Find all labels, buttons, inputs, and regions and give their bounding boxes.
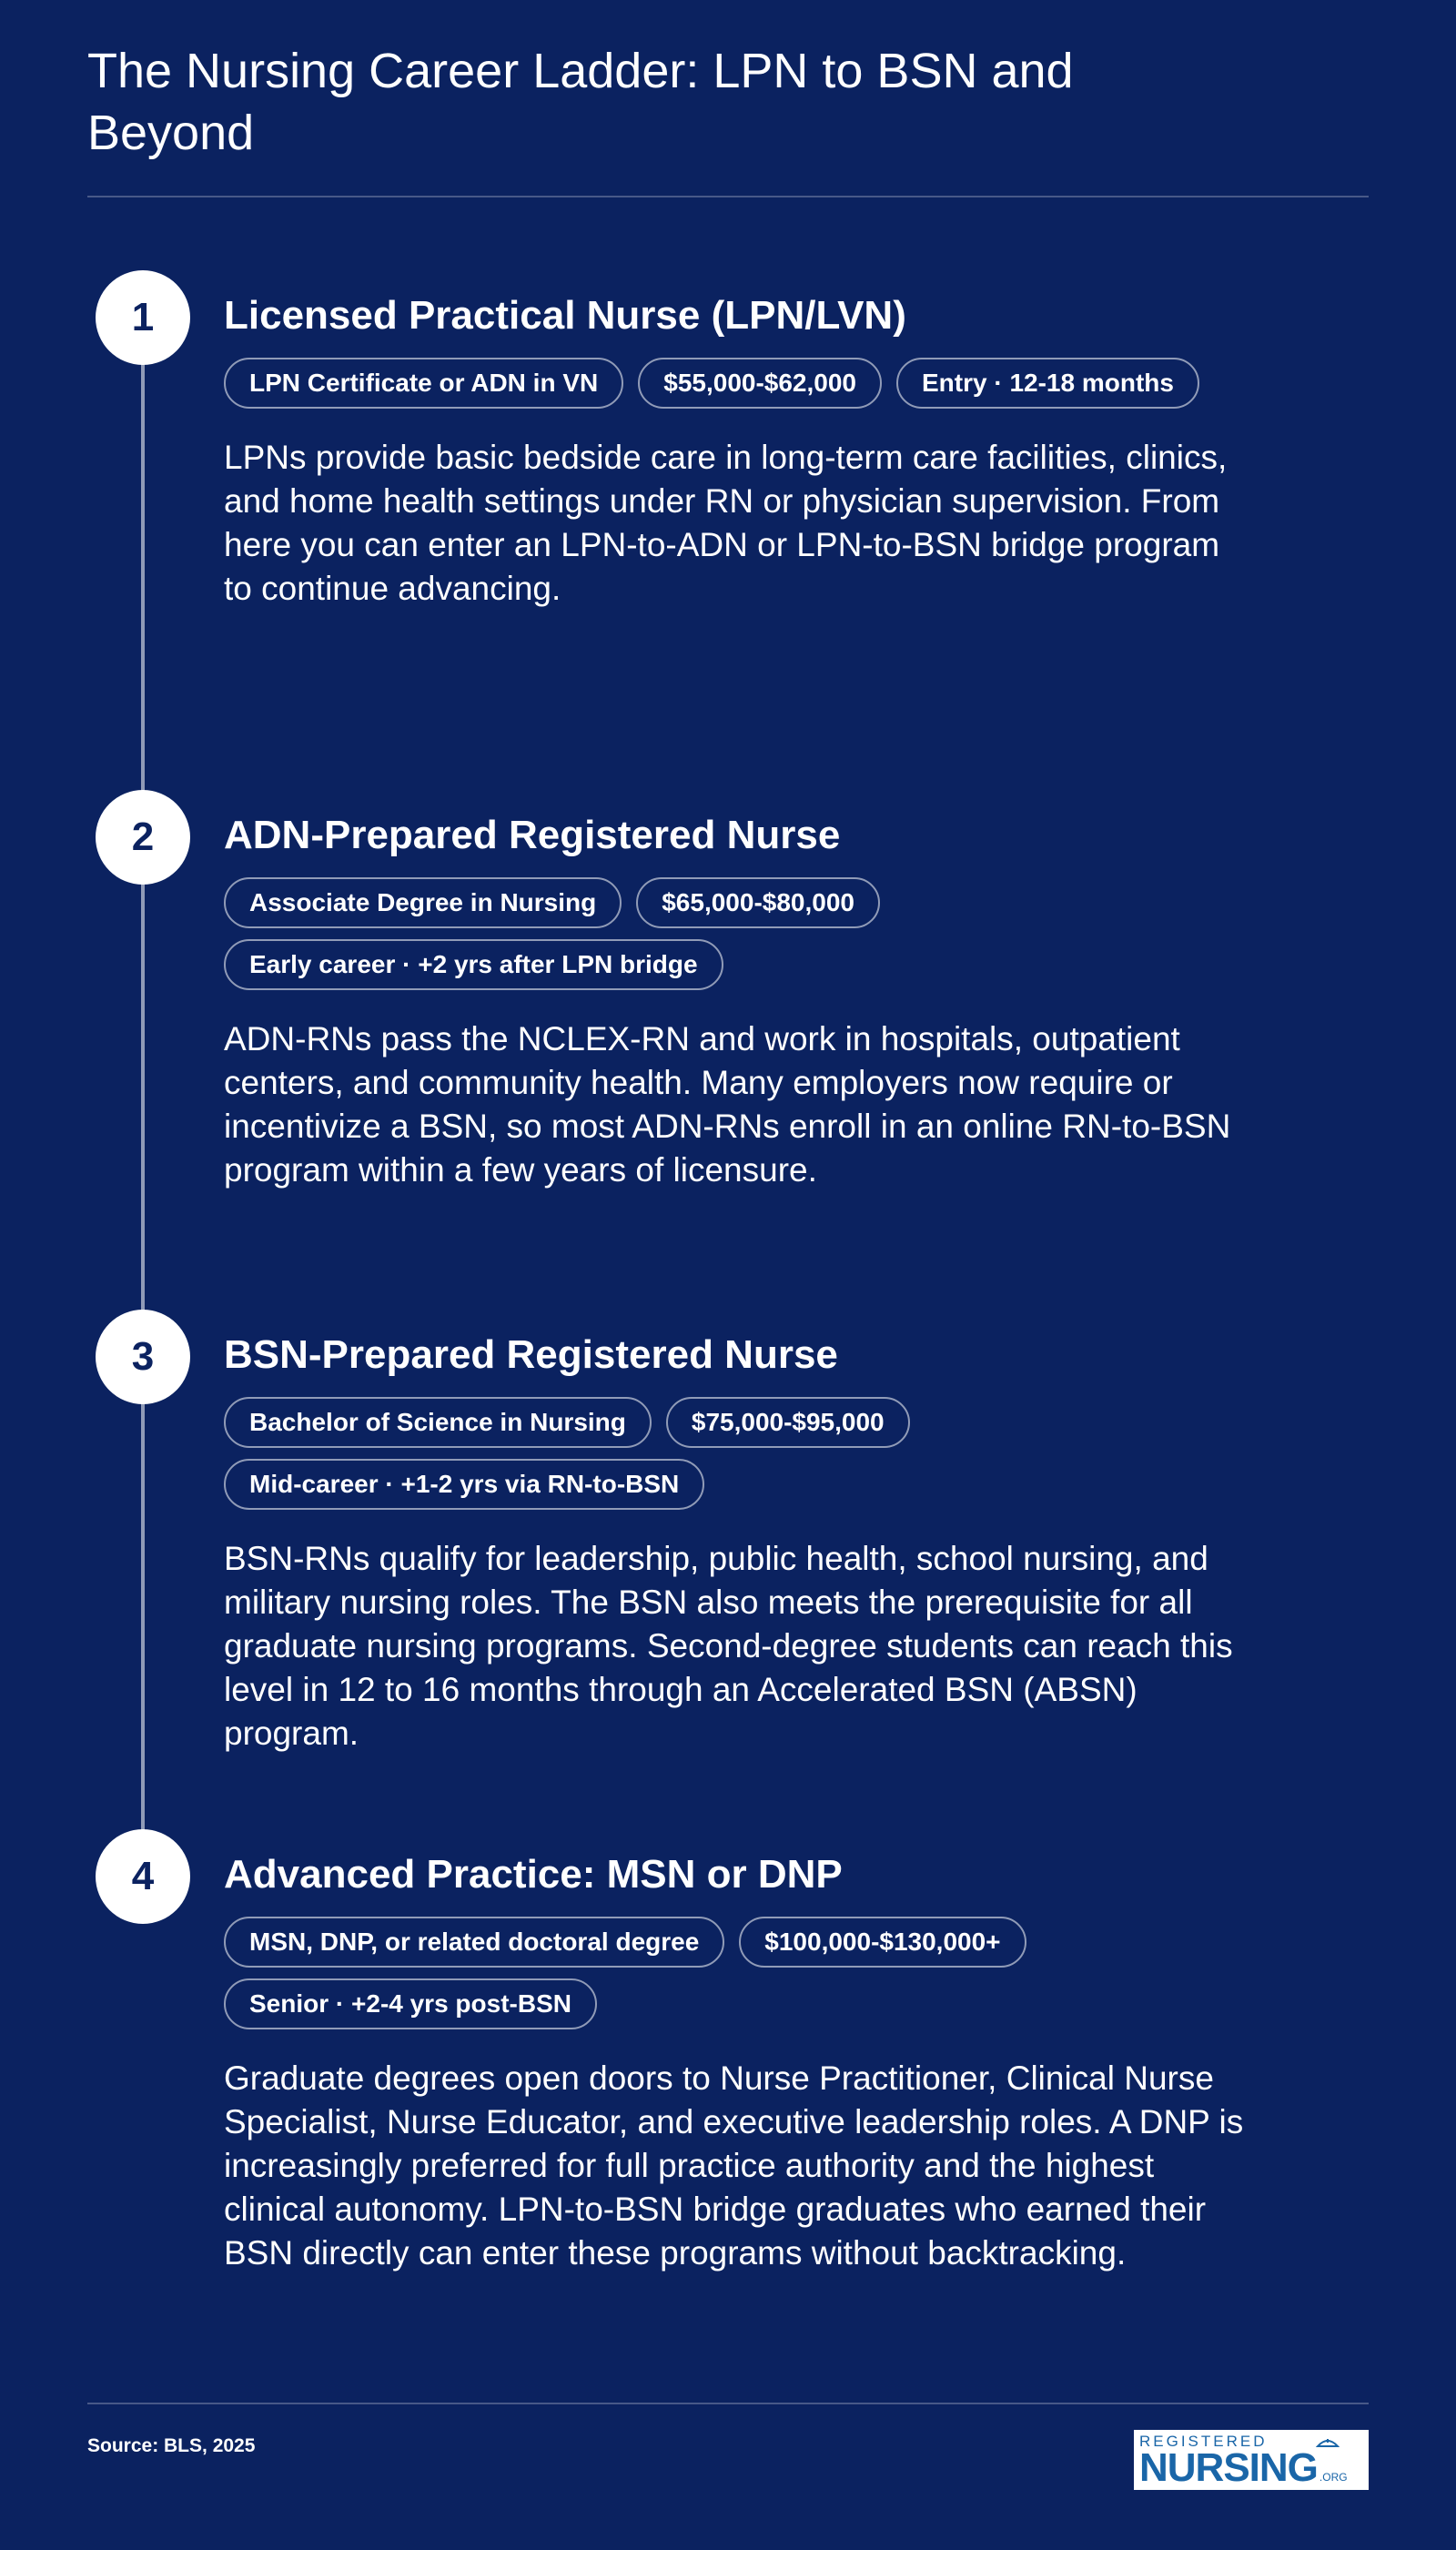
tag-timeline: Entry · 12-18 months (896, 358, 1199, 409)
step-number-badge: 3 (96, 1310, 190, 1404)
source-note: Source: BLS, 2025 (87, 2435, 256, 2456)
tag-education: Associate Degree in Nursing (224, 877, 622, 928)
timeline-line (141, 319, 145, 1866)
tag-salary: $100,000-$130,000+ (739, 1917, 1026, 1968)
step-tags (224, 877, 1006, 990)
step-number-badge: 1 (96, 270, 190, 365)
step-content (224, 1829, 1243, 2275)
tag-salary: $75,000-$95,000 (666, 1397, 910, 1448)
tag-education: Bachelor of Science in Nursing (224, 1397, 652, 1448)
tag-salary: $65,000-$80,000 (636, 877, 880, 928)
page-title: The Nursing Career Ladder: LPN to BSN and Beyond (87, 44, 1074, 160)
step-description: LPNs provide basic bedside care in long-term care facilities, clinics, and home health settings under RN or physician supervision. From here you can enter an LPN-to-ADN or LPN-to-BSN bridge program to continue advancing. (224, 439, 1228, 607)
tag-timeline: Senior · +2-4 yrs post-BSN (224, 1978, 597, 2029)
step-content (224, 1310, 1243, 1756)
logo-text-big: NURSING (1139, 2445, 1318, 2490)
step-tags (224, 358, 1243, 409)
step-tags (224, 1397, 1006, 1510)
logo-text-small: REGISTERED (1139, 2433, 1268, 2450)
tag-education: LPN Certificate or ADN in VN (224, 358, 623, 409)
tag-timeline: Early career · +2 yrs after LPN bridge (224, 939, 723, 990)
step-title: Licensed Practical Nurse (LPN/LVN) (224, 293, 906, 338)
registered-nursing-logo (1134, 2430, 1369, 2490)
step-number-badge: 2 (96, 790, 190, 885)
step-title: Advanced Practice: MSN or DNP (224, 1852, 843, 1897)
infographic-page (87, 0, 1369, 2550)
step-tags (224, 1917, 1134, 2029)
step-content (224, 270, 1243, 611)
step-title: ADN-Prepared Registered Nurse (224, 813, 841, 857)
nurse-cap-icon (1316, 2435, 1340, 2448)
step-title: BSN-Prepared Registered Nurse (224, 1332, 838, 1377)
footer-divider (87, 2403, 1369, 2404)
header-divider (87, 196, 1369, 197)
step-content (224, 790, 1243, 1192)
tag-timeline: Mid-career · +1-2 yrs via RN-to-BSN (224, 1459, 704, 1510)
step-description: BSN-RNs qualify for leadership, public health, school nursing, and military nursing roles. The BSN also meets the prerequisite for all graduate nursing programs. Second-degree students can reach this level in 12 to 16 months through an Accelerated BSN (ABSN) program. (224, 1540, 1233, 1752)
step-description: ADN-RNs pass the NCLEX-RN and work in hospitals, outpatient centers, and community health. Many employers now require or incentivize a BSN, so most ADN-RNs enroll in an online RN-to-BSN program within a few years of licensure. (224, 1020, 1231, 1189)
step-number-badge: 4 (96, 1829, 190, 1924)
tag-education: MSN, DNP, or related doctoral degree (224, 1917, 724, 1968)
step-description: Graduate degrees open doors to Nurse Practitioner, Clinical Nurse Specialist, Nurse Educator, and executive leadership roles. A DNP is increasingly preferred for full practice authority and the highest clinical autonomy. LPN-to-BSN bridge graduates who earned their BSN directly can enter these programs without backtracking. (224, 2059, 1244, 2272)
tag-salary: $55,000-$62,000 (638, 358, 882, 409)
logo-text-suffix: .ORG (1319, 2471, 1348, 2484)
